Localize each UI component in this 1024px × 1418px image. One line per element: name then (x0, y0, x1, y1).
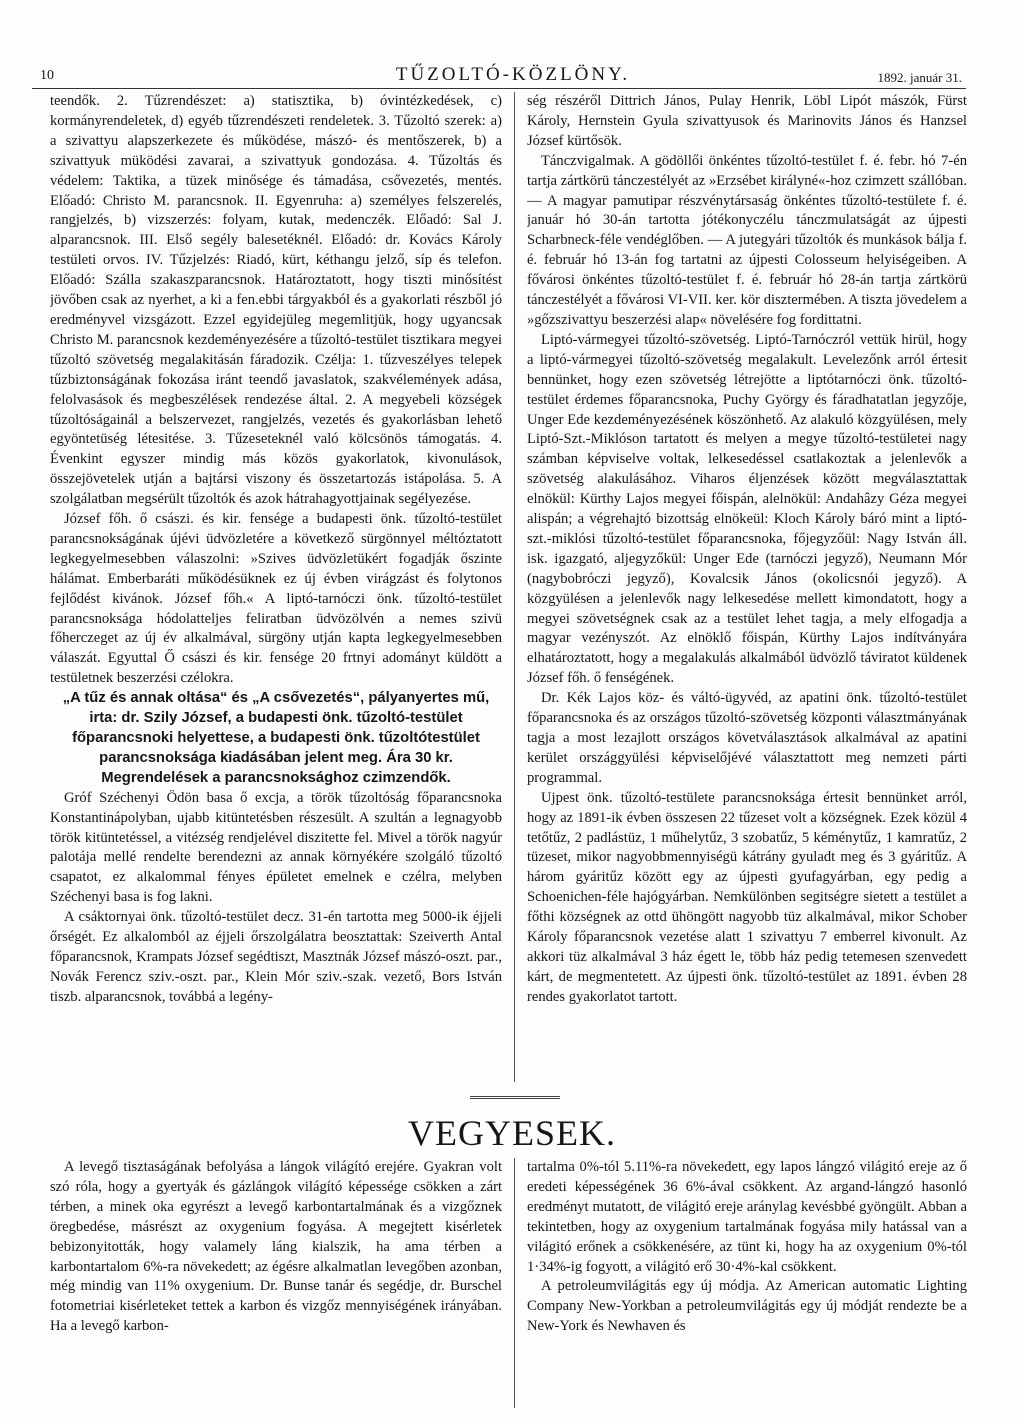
section-title: VEGYESEK. (408, 1113, 616, 1153)
paragraph: A csáktornyai önk. tűzoltó-testület decz. 31-én tartotta meg 5000-ik éjjeli őrségét. Ez alkalomból az éjjeli őrszolgálatra beosztattak: Szeiverth Antal főparancsnok, Krampats József segédtiszt, Masztnák József mászó-oszt. par., Novák Ferencz sziv.-oszt. par., Klein Mór sziv.-szak. vezető, Bors István tiszb. alparancsnok, továbbá a legény- (50, 909, 502, 1005)
bottom-left-column (50, 1158, 502, 1408)
running-header (32, 64, 994, 88)
right-column (527, 92, 967, 1082)
paragraph: Tánczvigalmak. A gödöllői önkéntes tűzoltó-testület f. é. febr. hó 7-én tartja zártkörü tánczestélyét az »Erzsébet királyné«-hoz czimzett szállóban. — A magyar pamutipar részvénytársaság önkéntes tűzoltó-testülete f. é. január hó 30-án tartotta jótékonyczélu tánczmulatságát az újpesti Scharbneck-féle vendéglőben. — A jutegyári tűzoltók és munkások bálja f. é. február hó 13-án fog tartatni az újpesti Colosseum helyiségeiben. A fővárosi önkéntes tűzoltó-testület f. é. február hó 28-án tartja zártkörü tánczestélyét a fővárosi VI-VII. ker. kör disztermében. A tiszta jövedelem a »gőzszivattyu beszerzési alap« növelésére fog fordittatni. (527, 152, 967, 328)
column-divider (514, 1158, 515, 1408)
section-rule (470, 1096, 560, 1099)
journal-title: TŰZOLTÓ-KÖZLÖNY. (395, 64, 631, 85)
paragraph: tartalma 0%-tól 5.11%-ra növekedett, egy lapos lángzó világitó ereje az ő eredeti képességének 36 6%-ával csökkent. Az argand-lángzó hasonló eredményt mutatott, de világitó ereje aránylag kevésbbé gyöngült. Abban a tekintetben, hogy az oxygenium tartalmának fogyása mily hatással van a világitó erőnek a csökkenésére, az tünt ki, hogy ha az oxygenium 0%-tól 1·34%-ig fogyott, a világitó erő 30·4%-kal csökkent. (527, 1159, 967, 1275)
paragraph: Gróf Széchenyi Ödön basa ő excja, a török tűzoltóság főparancsnoka Konstantinápolyban, ujabb kitüntetésben részesült. A szultán a legnagyobb török kitüntetéssel, a vitézség rendjelével diszitette fel. Mivel a török nagyúr palotája mellé rendelte berendezni az annak környékére szolgáló tűzoltó csapatot, ez alkalommal fényes épületet emelnek e czélra, melyben Széchenyi basa is fog lakni. (50, 789, 502, 906)
paragraph: A levegő tisztaságának befolyása a lángok világító erejére. Gyakran volt szó róla, hogy a gyertyák és gázlángok világító képessége csökken a zárt térben, a minek oka egyrészt a levegő karbontartalmának és a vizgőznek öregbedése, másrészt az oxygenium fogyása. A megejtett kisérletek bebizonyitották, hogy valamely láng kialszik, ha ama térben a karbontartalom 6%-ra növekedett; az égésre alkalmatlan levegőben azonban, még mindig van 11% oxygenium. Dr. Bunse tanár és segédje, dr. Burschel fotometriai kisérleteket tettek a karbon és vizgőz mennyiségének irányában. Ha a levegő karbon- (50, 1159, 502, 1335)
paragraph: teendők. 2. Tűzrendészet: a) statisztika, b) óvintézkedések, c) kormányrendeletek, d) egyéb tűzrendészeti rendeletek. 3. Tűzoltó szerek: a) a szivattyu alapszerkezete és működése, mászó- és mentőszerek, b) a szivattyuk müködési zavarai, a szivattyuk gondozása. 4. Tűzoltás és védelem: Taktika, a tüzek minősége és támadása, csővezetés, mentés. Előadó: Christo M. parancsnok. II. Egyenruha: a) személyes felszerelés, rangjelzés, b) vizszerzés: folyam, kutak, medenczék. Előadó: Sal J. alparancsnok. III. Első segély balesetéknél. Előadó: dr. Kovács Károly testületi orvos. IV. Tűzjelzés: Riadó, kürt, kéthangu jelző, síp és telefon. Előadó: Szálla szakaszparancsnok. Határoztatott, hogy tiszti minősítést jövőben csak az nyerhet, a ki a fen.ebbi tárgyakból és a gyakorlati részből jó eredményvel vizsgázott. Ezzel egyidejüleg megemlitjük, hogy ugyancsak Christo M. parancsnok kezdeményezésére a tűzoltó-testület tisztikara megyei tűzoltó szövetség megalakitásán fáradozik. Czélja: 1. tűzveszélyes telepek tűzbiztonságának fokozása iránt teendő javaslatok, szakvélemények adása, felolvasások és megbeszélések rendezése által. 2. A megyebeli községek tűzoltóságainál a belszervezet, rangjelzés, vezetés és gyakorlásban lehető egyöntetüség létesitése. 3. Tűzeseteknél való kölcsönös támogatás. 4. Évenkint egyszer mindig más közös gyakorlatok, kivonulások, összejövetelek utján a bajtársi viszony és összetartozás istápolása. 5. A szolgálatban megsérült tűzoltók és azok hátrahagyottjainak segélyezése. (50, 93, 502, 508)
left-column (50, 92, 502, 1082)
bottom-right-column (527, 1158, 967, 1408)
paragraph: József főh. ő császi. és kir. fensége a budapesti önk. tűzoltó-testület parancsnokságának újévi üdvözletére a következő sürgönnyel méltóztatott legkegyelmesebben válaszolni: »Szives üdvözletükért fogadják őszinte hálámat. Emberbaráti működésüknek ez új évben virágzást és folytonos fejlődést kivánok. József főh.« A liptó-tarnóczi önk. tűzoltó-testület parancsnoksága hódolatteljes feliratban üdvözölvén a nemes szivü főherczeget az új év alkalmával, sürgöny utján kapta legkegyelmesebben válaszát. Egyuttal Ő császi és kir. fensége 20 frtnyi adományt küldött a testületnek beszerzési czélokra. (50, 511, 502, 687)
paragraph: Dr. Kék Lajos köz- és váltó-ügyvéd, az apatini önk. tűzoltó-testület főparancsnoka és az országos tűzoltó-szövetség központi választmányának tagja a most lezajlott országos követválasztások alkalmával az apatini kerület országgyülési képviselőjévé választattott meg nemzeti párti programmal. (527, 690, 967, 786)
paragraph: A petroleumvilágitás egy új módja. Az American automatic Lighting Company New-Yorkban a petroleumvilágitás egy új módját rendezte be a New-York és Newhaven és (527, 1278, 967, 1335)
book-notice: „A tűz és annak oltása“ és „A csővezetés“, pályanyertes mű, irta: dr. Szily József, a budapesti önk. tűzoltó-testület főparancsnoki helyettese, a budapesti önk. tűzoltótestület parancsnoksága kiadásában jelent meg. Ára 30 kr. Megrendelések a parancsnoksághoz czimzendők. (62, 690, 490, 786)
paragraph: Ujpest önk. tűzoltó-testülete parancsnoksága értesit bennünket arról, hogy az 1891-ik évben összesen 22 tűzeset volt a községnek. Ezek közül 4 tetőtűz, 2 padlástüz, 1 műhelytűz, 3 szobatűz, 5 kéménytűz, 1 kamratűz, 2 tüzeset, mikor nagyobbmennyiségü kátrány gyuladt meg és 3 gyáritűz. A három gyáritűz között egy az újpesti gyufagyárban, egy pedig a Schoenichen-féle hajógyárban. Nemkülönben segitségre sietett a testület a főthi községnek az ottd ühöngött nagyobb tüz alkalmával, mikor Schober Károly főparancsnok vezetése alatt 1 szivattyu 7 emberrel kivonult. Az akkori tüz alkalmával 3 ház égett le, több ház pedig tetemesen szenvedett kárt, de megmentetett. Az újpesti önk. tűzoltó-testület az 1891. évben 28 rendes gyakorlatot tartott. (527, 789, 967, 1005)
page-number: 10 (40, 68, 54, 83)
column-divider (514, 92, 515, 1082)
paragraph: ség részéről Dittrich János, Pulay Henrik, Löbl Lipót mászók, Fürst Károly, Hernstein Gyula szivattyusok és Marinovits János és Hanzsel József kürtősök. (527, 93, 967, 149)
issue-date: 1892. január 31. (877, 70, 962, 85)
header-rule (32, 88, 966, 89)
paragraph: Liptó-vármegyei tűzoltó-szövetség. Liptó-Tarnóczról vettük hirül, hogy a liptó-vármegyei tűzoltó-szövetség megalakult. Levelezőnk arról értesit bennünket, hogy ezen szövetség létrejötte a liptótarnóczi önk. tűzoltó-testület érdemes főparancsnoka, Puchy György és fáradhatatlan jegyzője, Unger Ede kezdeményezésének köszönhető. Az alakuló közgyülésen, mely Liptó-Szt.-Miklóson tartatott és melyen a megye tűzoltó-testületei nagy számban képviselve voltak, lelkesedéssel csatlakoztak a jelenlevők a szövetség alakulásához. Viharos éljenzések között megválasztattak elnökül: Kürthy Lajos megyei főispán, alelnökül: Andahâzy Géza megyei alispán; a végrehajtó bizottság elnökeül: Kloch Károly báró mint a liptó-szt.-miklósi tűzoltó-testület főparancsnoka, főjegyzőül: Nagy István áll. isk. igazgató, aljegyzőkül: Unger Ede (tarnóczi jegyző), Neumann Mór (nagybobróczi jegyző), Kovalcsik János (okolicsnói jegyző). A közgyülésen a jelenlevők nagy lelkesedése mellett kimondatott, hogy a megyei szövetségnek csak az a testület lehet tagja, a mely elfogadja a magyar vezényszót. Az elnöklő főispán, Kürthy Lajos indítványára elhatároztatott, hogy a megalakulás alkalmából üdvözlő táviratot küldenek József főh. ő fenségének. (527, 331, 967, 687)
